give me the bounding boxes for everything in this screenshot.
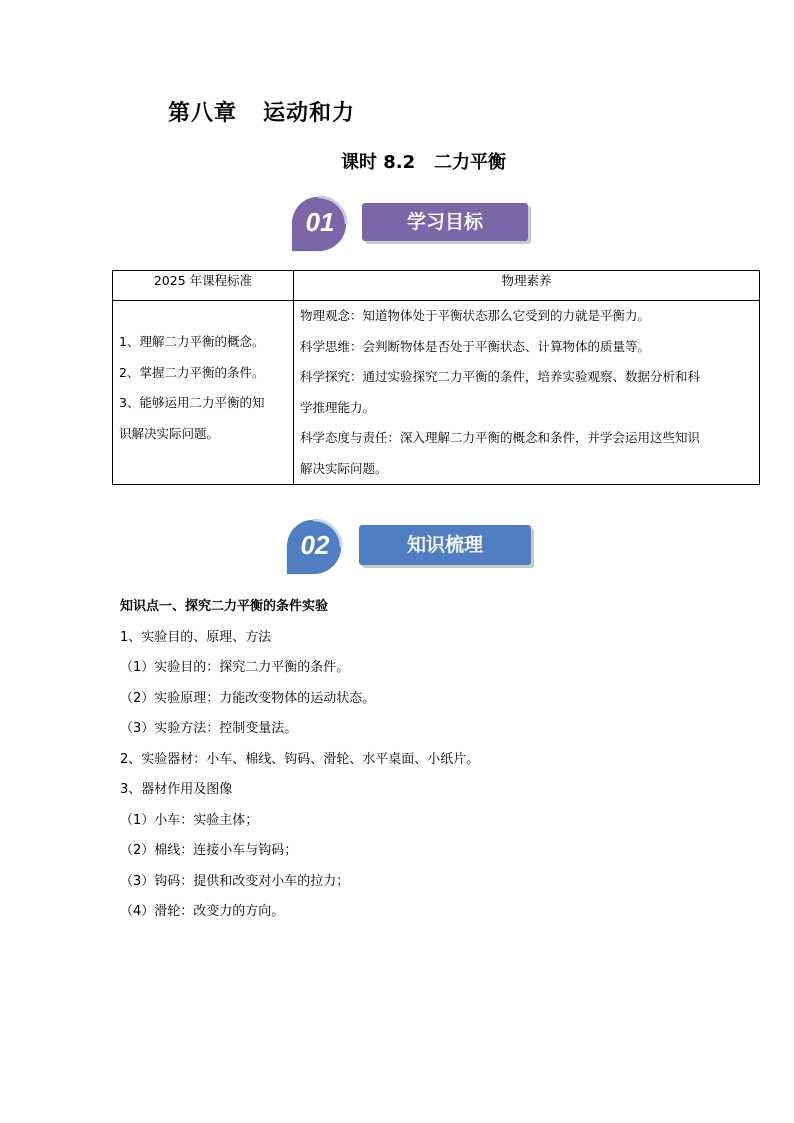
literacy-item: 物理观念：知道物体处于平衡状态那么它受到的力就是平衡力。	[300, 308, 651, 323]
standard-item: 3、能够运用二力平衡的知	[119, 395, 265, 410]
literacy-item: 解决实际问题。	[300, 460, 388, 476]
literacy-item: 科学探究：通过实验探究二力平衡的条件，培养实验观察、数据分析和科	[300, 369, 701, 384]
standard-item: 1、理解二力平衡的概念。	[119, 334, 265, 349]
literacy-cell	[294, 301, 760, 485]
knowledge-line: 2、实验器材：小车、棉线、钩码、滑轮、水平桌面、小纸片。	[120, 751, 480, 767]
knowledge-line: （2）实验原理：力能改变物体的运动状态。	[120, 690, 376, 706]
section-badge-learning-goals	[290, 195, 550, 265]
section-badge-knowledge	[285, 518, 545, 588]
standards-cell	[113, 301, 294, 485]
table-row	[113, 301, 760, 485]
chapter-title: 第八章 运动和力	[168, 101, 355, 126]
knowledge-line: （3）钩码：提供和改变对小车的拉力；	[120, 873, 350, 889]
section-number: 02	[300, 530, 330, 560]
knowledge-line: （1）小车：实验主体；	[120, 812, 259, 828]
knowledge-content	[120, 592, 479, 928]
header-standard: 2025 年课程标准	[113, 271, 294, 301]
table-header-row	[113, 271, 760, 301]
section-label: 学习目标	[406, 211, 483, 233]
knowledge-line: 1、实验目的、原理、方法	[120, 629, 272, 645]
section-label: 知识梳理	[406, 534, 483, 556]
knowledge-line: 3、器材作用及图像	[120, 782, 233, 797]
header-literacy: 物理素养	[294, 271, 760, 301]
knowledge-line: （3）实验方法：控制变量法。	[120, 721, 298, 736]
section-number: 01	[305, 207, 335, 237]
knowledge-heading: 知识点一、探究二力平衡的条件实验	[120, 599, 329, 614]
literacy-item: 科学态度与责任：深入理解二力平衡的概念和条件，并学会运用这些知识	[300, 430, 701, 445]
knowledge-line: （2）棉线：连接小车与钩码；	[120, 843, 298, 858]
knowledge-line: （1）实验目的：探究二力平衡的条件。	[120, 660, 350, 675]
standard-item: 识解决实际问题。	[119, 425, 220, 441]
standard-item: 2、掌握二力平衡的条件。	[119, 364, 265, 380]
literacy-item: 学推理能力。	[300, 399, 376, 415]
goals-table	[112, 270, 760, 485]
literacy-item: 科学思维：会判断物体是否处于平衡状态、计算物体的质量等。	[300, 338, 651, 354]
knowledge-line: （4）滑轮：改变力的方向。	[120, 904, 285, 919]
lesson-title: 课时 8.2 二力平衡	[341, 152, 506, 173]
